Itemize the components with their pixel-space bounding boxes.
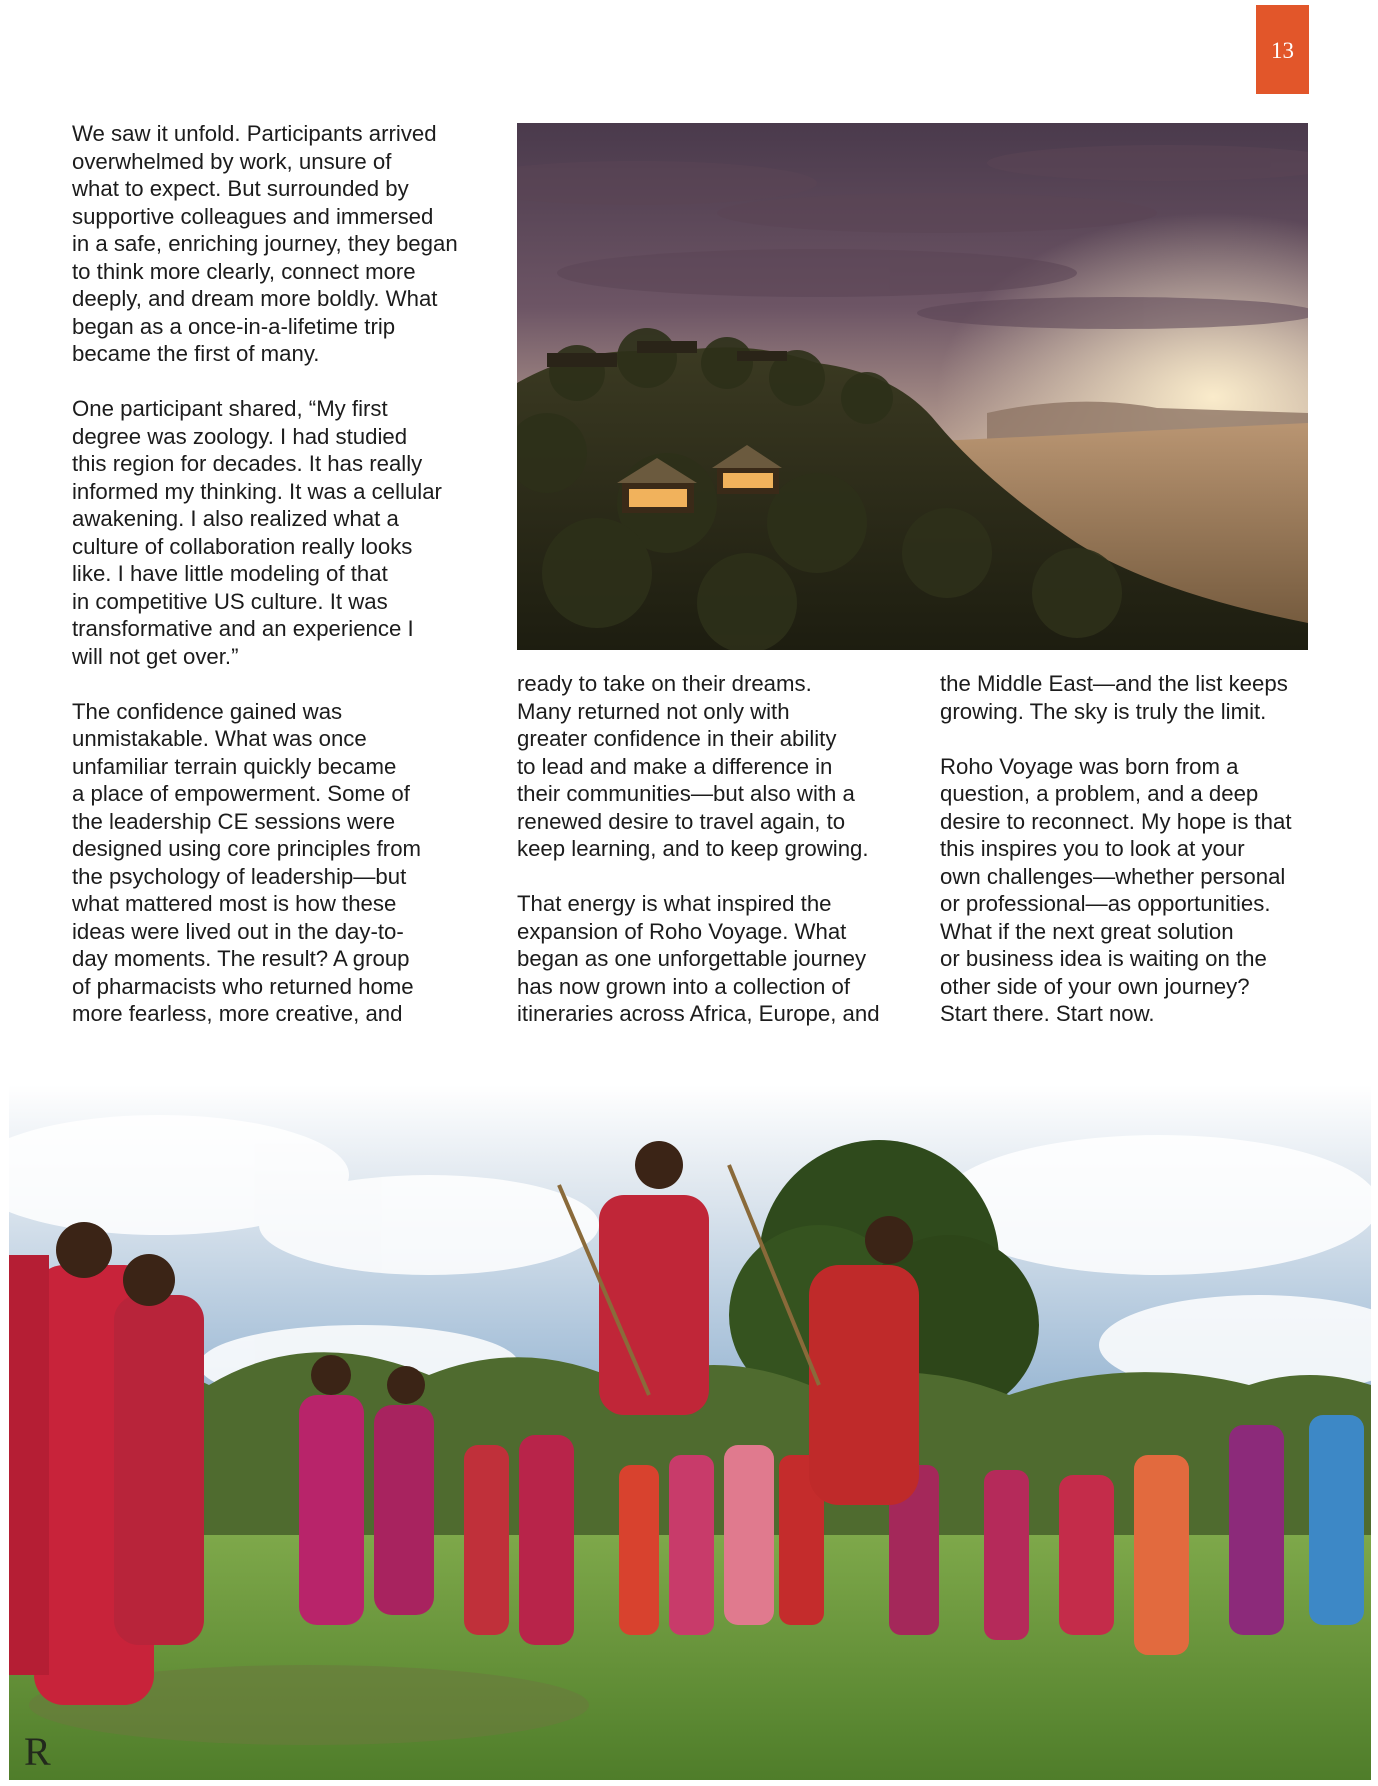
paragraph: ready to take on their dreams. Many returned not only with greater confidence in their ability to lead and make a difference in their communities—but also with a renewed desire to travel again, to keep learning, and to keep growing. [517, 671, 869, 861]
paragraph: We saw it unfold. Participants arrived overwhelmed by work, unsure of what to expect. But surrounded by supportive colleagues and immersed in a safe, enriching journey, they began to think more clearly, connect more deeply, and dream more boldly. What began as a once-in-a-lifetime trip became the first of many. [72, 121, 458, 366]
text-column-2 [517, 670, 917, 1028]
paragraph: The confidence gained was unmistakable. What was once unfamiliar terrain quickly became a place of empowerment. Some of the leadership CE sessions were designed using core principles from the psychology of leadership—but what mattered most is how these ideas were lived out in the day-to- day moments. The result? A group of pharmacists who returned home more fearless, more creative, and [72, 698, 422, 1026]
photo-maasai-jumping [9, 1085, 1371, 1780]
paragraph: the Middle East—and the list keeps growing. The sky is truly the limit. [940, 671, 1288, 724]
paragraph: One participant shared, “My first degree was zoology. I had studied this region for decades. It has really informed my thinking. It was a cellular awakening. I also realized what a culture of collaboration really looks like. I have little modeling of that in competitive US culture. It was transformative and an experience I will not get over.” [72, 396, 442, 669]
text-column-3 [940, 670, 1340, 1028]
logo: R [24, 1729, 51, 1774]
paragraph: Roho Voyage was born from a question, a problem, and a deep desire to reconnect. My hope is that this inspires you to look at your own challenges—whether personal or professional—as opportunities. What if the next great solution or business idea is waiting on the other side of your own journey? Start there. Start now. [940, 753, 1292, 1026]
page-number: 13 [1256, 5, 1309, 94]
photo-lodge-sunset [517, 123, 1308, 650]
paragraph: That energy is what inspired the expansion of Roho Voyage. What began as one unforgettable journey has now grown into a collection of itineraries across Africa, Europe, and [517, 891, 880, 1026]
text-column-1 [72, 120, 472, 1028]
